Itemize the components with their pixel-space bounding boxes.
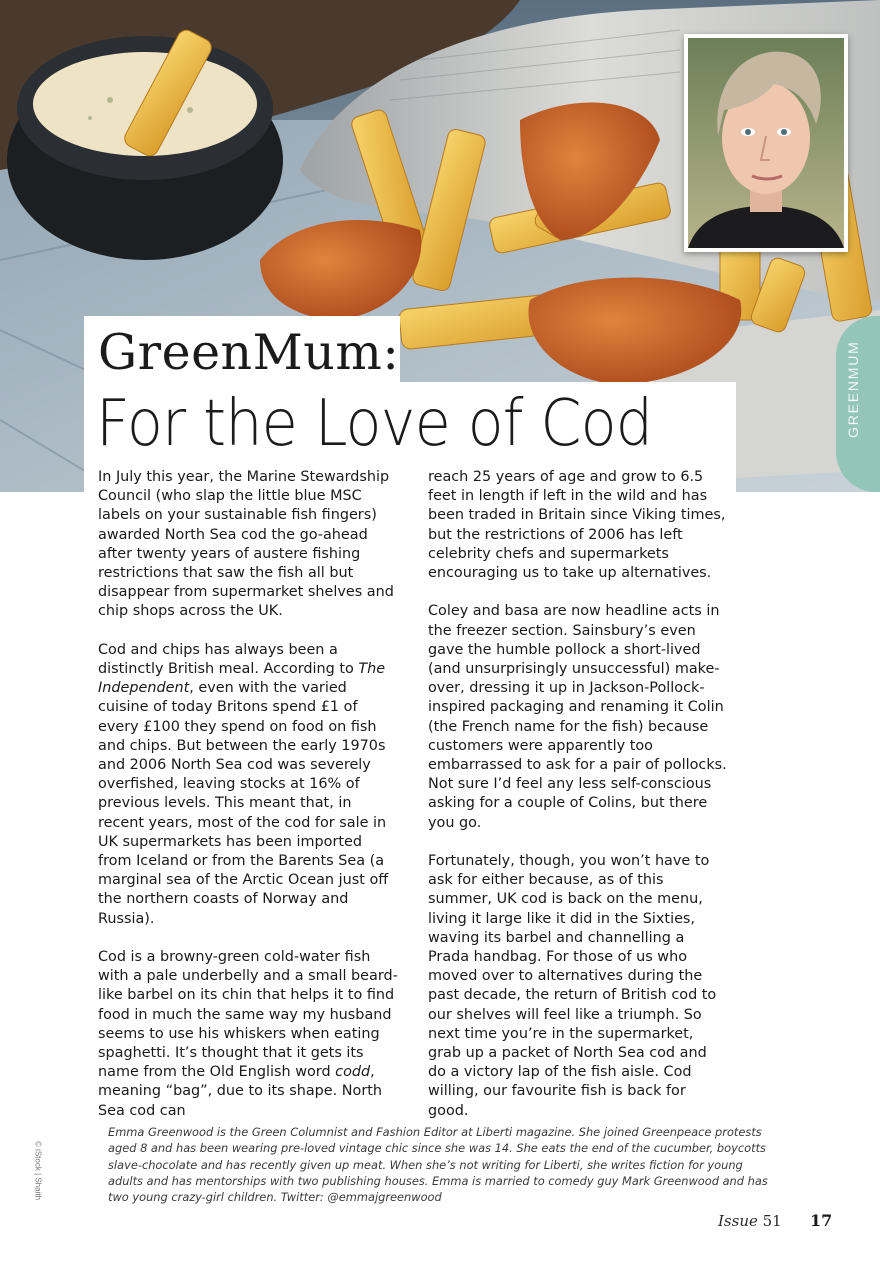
article-headline: For the Love of Cod bbox=[96, 387, 653, 461]
author-bio: Emma Greenwood is the Green Columnist and Fashion Editor at Liberti magazine. She joined Greenpeace protests aged 8 and has been wearing pre-loved vintage chic since she was 14. She eats the end of the cucumber, boycotts slave-chocolate and has recently given up meat. When she’s not writing for Liberti, she writes fiction for young adults and has mentorships with two publishing houses. Emma is married to comedy guy Mark Greenwood and has two young crazy-girl children. Twitter: @emmajgreenwood bbox=[108, 1125, 768, 1205]
author-photo bbox=[684, 34, 848, 252]
text-run: Cod and chips has always been a distinctly British meal. According to bbox=[98, 641, 359, 678]
issue-number: 51 bbox=[762, 1212, 782, 1230]
paragraph bbox=[98, 948, 398, 1121]
paragraph: Coley and basa are now headline acts in the freezer section. Sainsbury’s even gave the humble pollock a short-lived (and unsurprisingly unsuccessful) make-over, dressing it up in Jackson-Pollock-inspired packaging and renaming it Colin (the French name for the fish) because customers were apparently too embarrassed to ask for a pair of pollocks. Not sure I’d feel any less self-conscious asking for a couple of Colins, but there you go. bbox=[428, 603, 727, 831]
paragraph: In July this year, the Marine Stewardship Council (who slap the little blue MSC labels on your sustainable fish fingers) awarded North Sea cod the go-ahead after twenty years of austere fishing restrictions that saw the fish all but disappear from supermarket shelves and chip shops across the UK. bbox=[98, 469, 394, 620]
issue-word: Issue bbox=[718, 1212, 758, 1230]
article-column-2 bbox=[428, 468, 728, 1140]
paragraph: Fortunately, though, you won’t have to ask for either because, as of this summer, UK cod is back on the menu, living it large like it did in the Sixties, waving its barbel and channelling a Prada handbag. For those of us who moved over to alternatives during the past decade, the return of British cod to our shelves will feel like a triumph. So next time you’re in the supermarket, grab up a packet of North Sea cod and do a victory lap of the fish aisle. Cod willing, our favourite fish is back for good. bbox=[428, 853, 717, 1119]
emphasized-word: codd bbox=[335, 1064, 371, 1081]
text-run: Cod is a browny-green cold-water fish with a pale underbelly and a small beard-like barbel on its chin that helps it to find food in much the same way my husband seems to use his whiskers when eating spaghetti. It’s thought that it gets its name from the Old English word bbox=[98, 949, 398, 1081]
author-portrait bbox=[688, 38, 844, 248]
issue-label bbox=[718, 1212, 782, 1230]
text-run: , meaning “bag”, due to its shape. North Sea cod can bbox=[98, 1064, 383, 1119]
article-column-1 bbox=[98, 468, 398, 1140]
paragraph: reach 25 years of age and grow to 6.5 feet in length if left in the wild and has been traded in Britain since Viking times, but the restrictions of 2006 has left celebrity chefs and supermarkets encouraging us to take up alternatives. bbox=[428, 469, 726, 582]
column-title: GreenMum: bbox=[98, 324, 400, 381]
paragraph bbox=[98, 641, 398, 929]
page-number: 17 bbox=[810, 1211, 833, 1230]
publication-name: The Independent bbox=[98, 661, 386, 697]
text-run: , even with the varied cuisine of today Britons spend £1 of every £100 they spend on food on fish and chips. But between the early 1970s and 2006 North Sea cod was severely overfished, leaving stocks at 16% of previous levels. This meant that, in recent years, most of the cod for sale in UK supermarkets has been imported from Iceland or from the Barents Sea (a marginal sea of the Arctic Ocean just off the northern coasts of Norway and Russia). bbox=[98, 680, 389, 927]
section-tab-label: GREENMUM bbox=[845, 340, 861, 438]
photo-credit: © iStock | Shaith bbox=[33, 1140, 43, 1201]
